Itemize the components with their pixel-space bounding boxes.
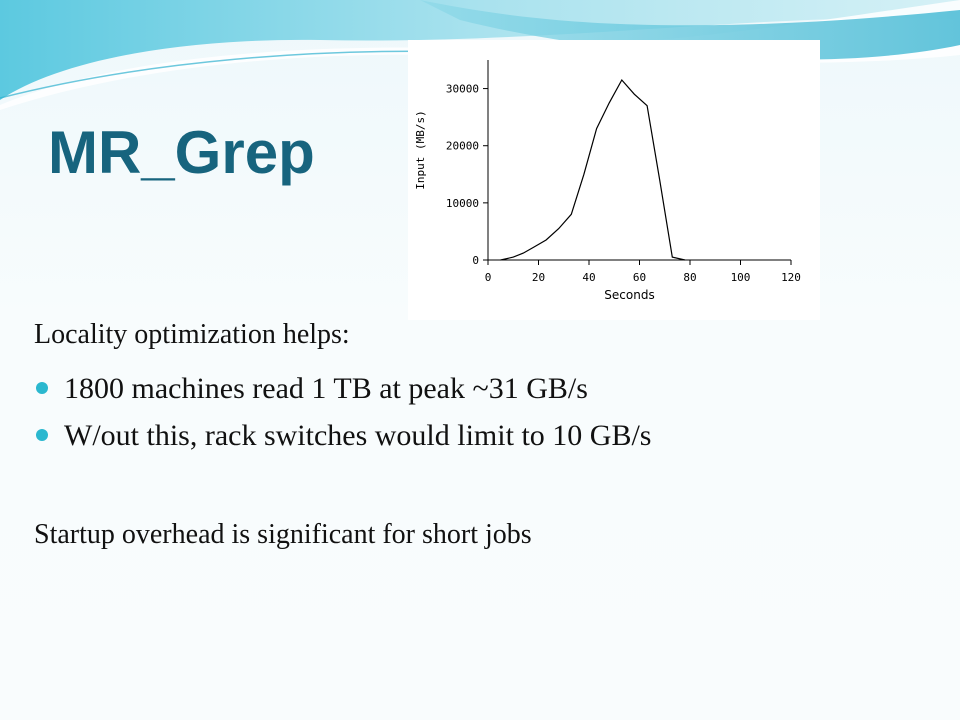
y-tick-label: 0 [472,254,479,267]
bullet-dot-icon [36,382,48,394]
chart-panel [408,40,820,320]
bullet-list [34,365,934,459]
bullet-text: W/out this, rack switches would limit to 10 GB/s [64,419,652,452]
y-tick-label: 20000 [445,139,479,153]
x-tick-label: 20 [531,271,546,284]
bullet-text: 1800 machines read 1 TB at peak ~31 GB/s [64,372,588,405]
y-tick-label: 10000 [445,196,479,210]
bullet-dot-icon [36,429,48,441]
x-tick-label: 80 [683,271,697,284]
y-axis-label: Input (MB/s) [414,110,427,190]
bullet-item [34,412,934,459]
slide-title: MR_Grep [48,119,315,186]
x-tick-label: 60 [632,271,647,284]
line-chart [408,40,820,320]
series-line [501,80,685,260]
x-tick-label: 120 [781,271,801,284]
x-tick-label: 0 [484,271,492,284]
x-tick-label: 40 [582,271,596,284]
trailing-text: Startup overhead is significant for short jobs [34,519,532,550]
x-tick-label: 100 [730,271,751,284]
x-axis-label: Seconds [604,288,655,302]
y-tick-label: 30000 [445,82,479,96]
lead-text: Locality optimization helps: [34,319,350,350]
bullet-item [34,365,934,412]
slide-body [34,315,934,555]
